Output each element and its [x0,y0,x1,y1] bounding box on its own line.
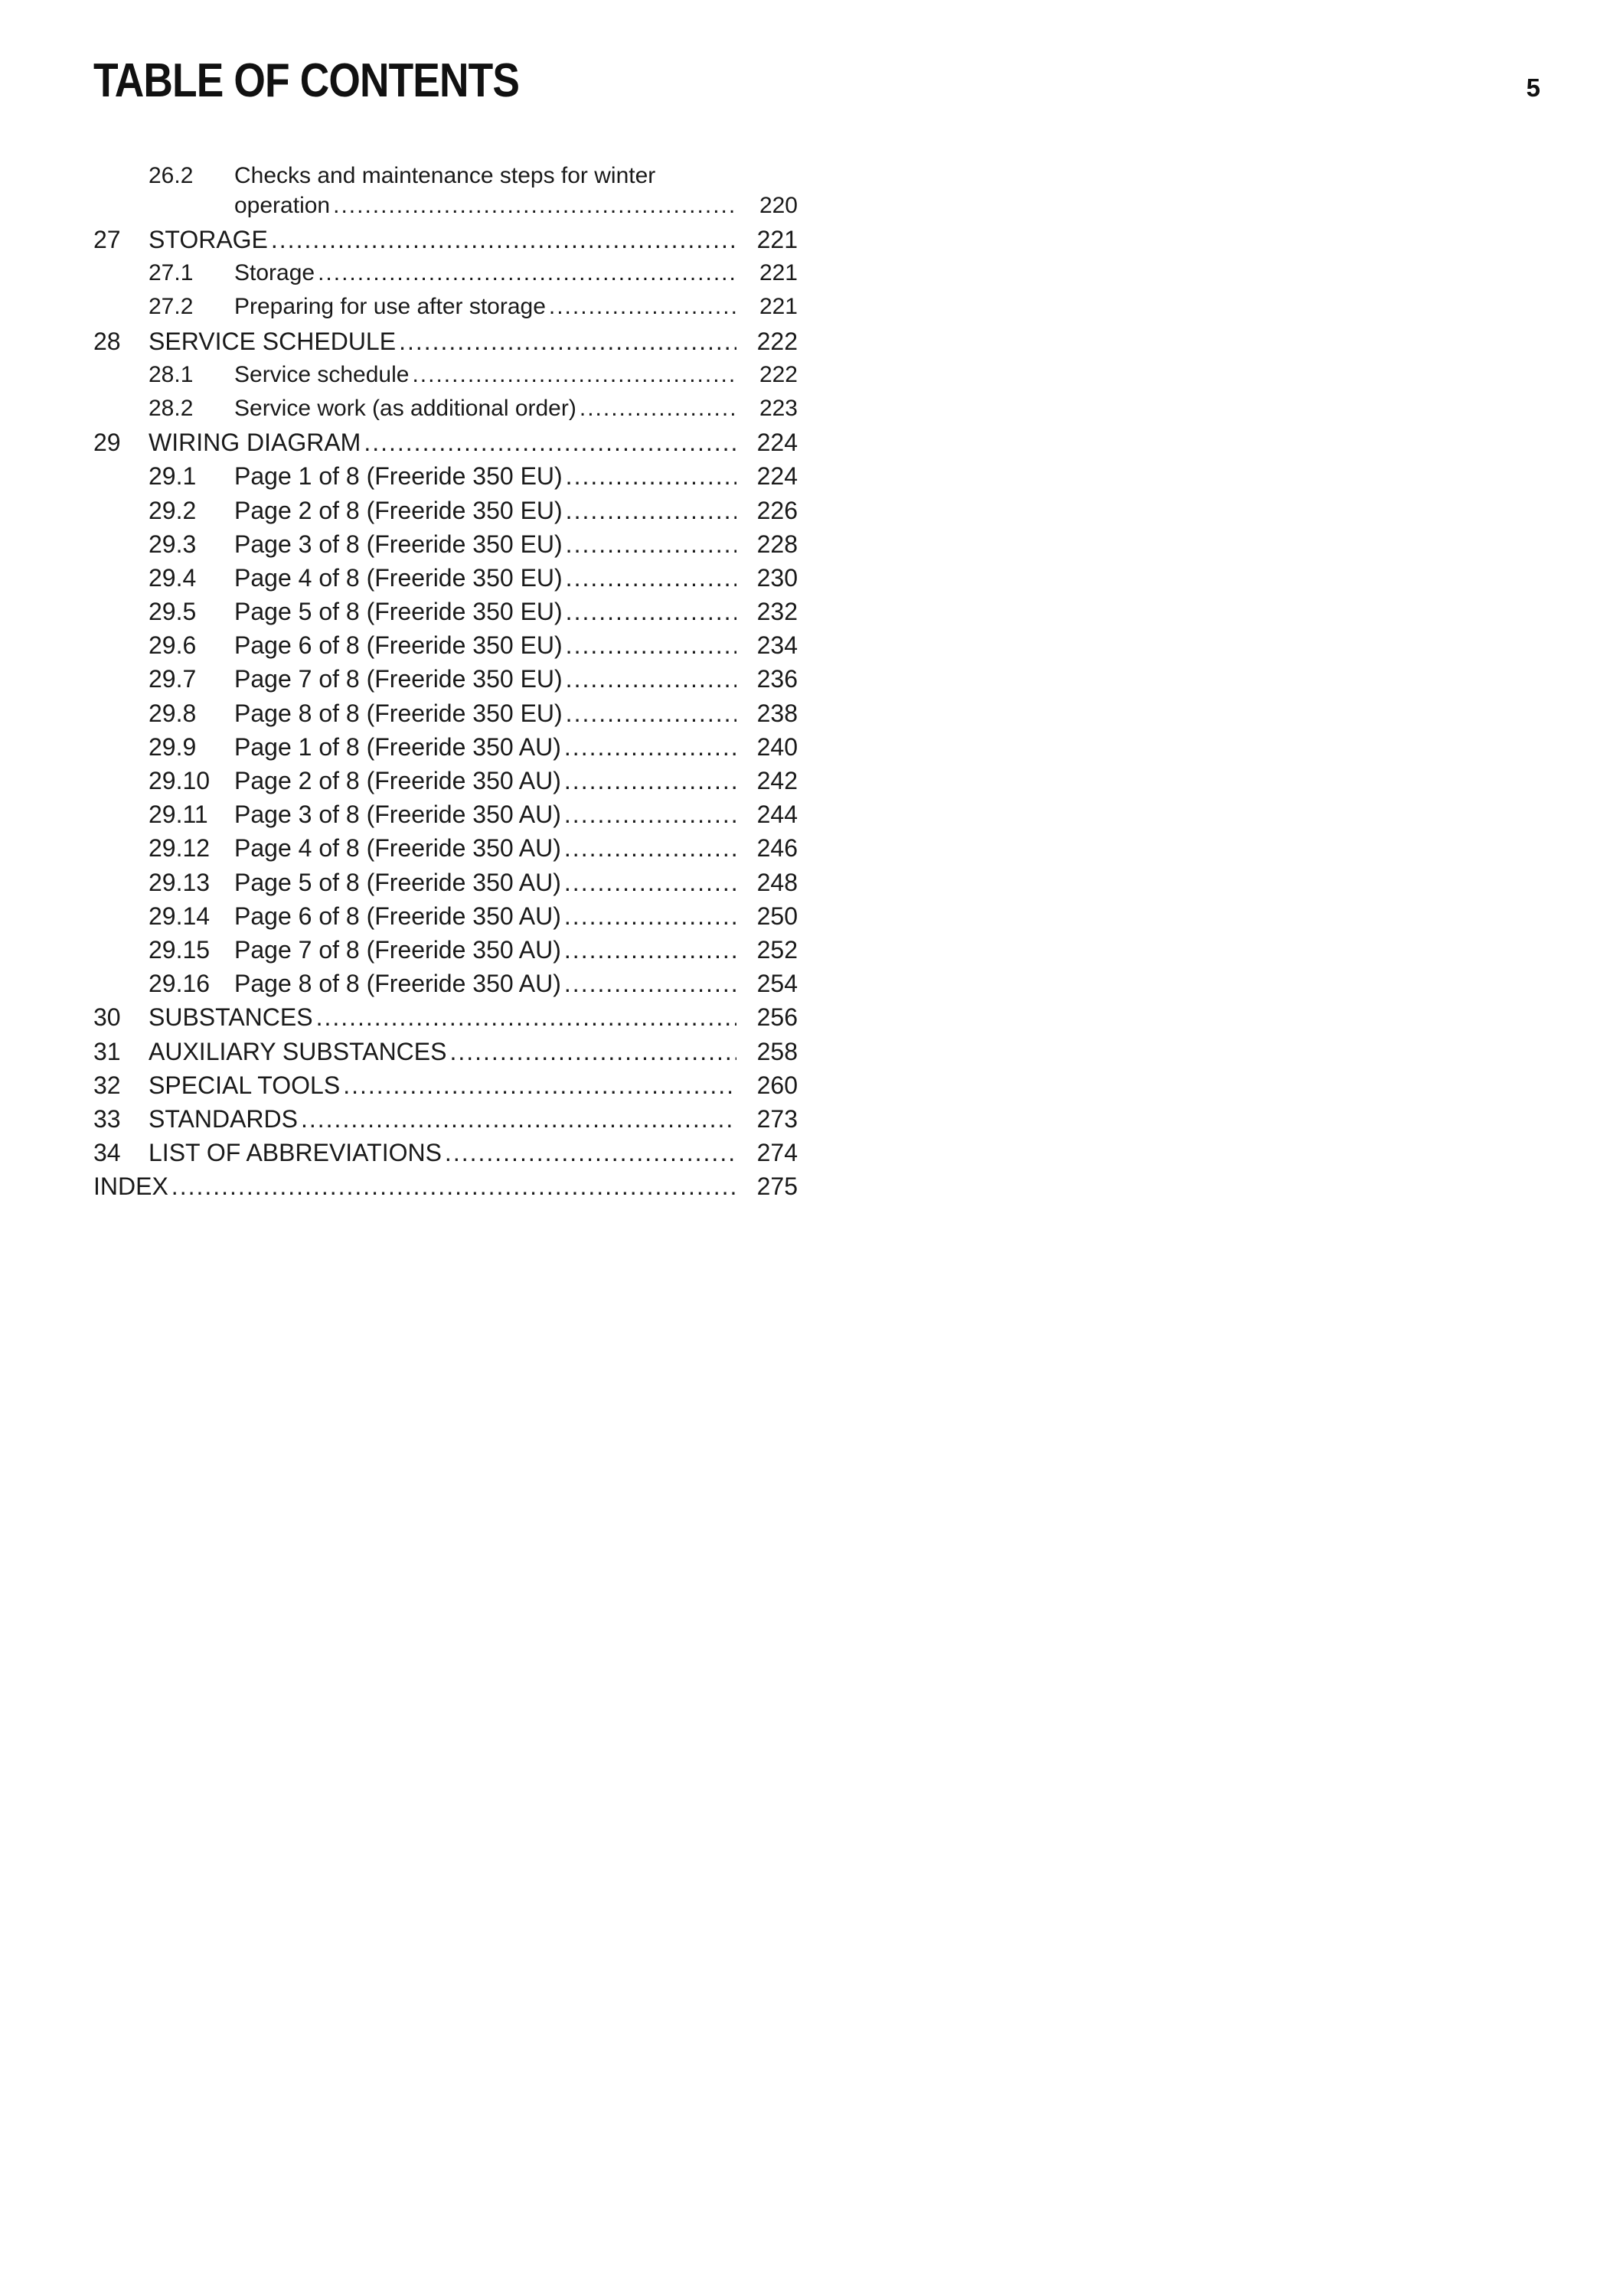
toc-entry-29-8[interactable] [93,696,798,730]
toc-entry-29-5[interactable] [93,595,798,628]
toc-entry-number: 29.16 [149,970,211,998]
toc-entry-page: 256 [756,1003,798,1032]
toc-entry-title-line1: Checks and maintenance steps for winter [234,163,656,188]
dot-leader [580,392,736,426]
toc-entry-title: Page 6 of 8 (Freeride 350 AU) [234,902,561,930]
toc-entry-34[interactable] [93,1136,798,1169]
toc-entry-31[interactable] [93,1035,798,1068]
toc-entry-title: Page 8 of 8 (Freeride 350 AU) [234,970,561,998]
toc-entry-title: LIST OF ABBREVIATIONS [149,1139,442,1167]
dot-leader [566,595,736,628]
toc-entry-title: Page 5 of 8 (Freeride 350 EU) [234,598,563,626]
toc-entry-page: 221 [759,260,798,286]
dot-leader [445,1136,736,1169]
dot-leader [564,764,736,797]
toc-entry-29-1[interactable] [93,459,798,493]
toc-entry-title: Page 2 of 8 (Freeride 350 AU) [234,767,561,794]
dot-leader [171,1169,736,1203]
toc-entry-29-7[interactable] [93,662,798,696]
toc-entry-page: 236 [756,665,798,693]
toc-entry-index[interactable] [93,1169,798,1203]
toc-entry-29-16[interactable] [93,967,798,1000]
toc-entry-number: 29 [93,429,121,457]
toc-entry-title: SUBSTANCES [149,1003,313,1032]
toc-entry-number: 29.10 [149,767,211,794]
toc-entry-29-2[interactable] [93,494,798,527]
toc-entry-number: 32 [93,1071,121,1099]
dot-leader [399,325,736,358]
toc-entry-27-2[interactable] [93,290,798,324]
toc-entry-page: 238 [756,699,798,727]
toc-entry-title: Page 1 of 8 (Freeride 350 AU) [234,732,561,761]
toc-entry-number: 29.14 [149,902,211,930]
toc-entry-title: Service schedule [234,361,410,387]
toc-entry-title: Storage [234,260,315,286]
toc-entry-title: Page 5 of 8 (Freeride 350 AU) [234,868,561,896]
dot-leader [564,831,736,865]
page-title: TABLE OF CONTENTS [93,54,520,107]
toc-entry-title: INDEX [93,1172,168,1201]
toc-entry-number: 30 [93,1003,121,1032]
page-header [93,54,1540,115]
toc-entry-29-14[interactable] [93,899,798,933]
toc-entry-29-6[interactable] [93,628,798,662]
toc-entry-page: 224 [756,429,798,457]
dot-leader [566,696,736,730]
dot-leader [564,730,736,764]
toc-entry-title: STANDARDS [149,1104,298,1133]
toc-entry-page: 232 [756,598,798,626]
toc-entry-number: 34 [93,1139,121,1167]
toc-entry-29-11[interactable] [93,797,798,831]
toc-entry-title: Page 4 of 8 (Freeride 350 AU) [234,834,561,863]
toc-entry-30[interactable] [93,1000,798,1034]
toc-entry-number: 29.15 [149,935,211,964]
toc-entry-page: 248 [756,868,798,896]
toc-entry-27[interactable] [93,223,798,256]
toc-entry-title: Page 3 of 8 (Freeride 350 EU) [234,530,563,558]
toc-entry-number: 29.12 [149,834,211,863]
toc-entry-number: 29.2 [149,496,197,524]
dot-leader [549,290,736,324]
dot-leader [564,967,736,1000]
toc-entry-number: 28.2 [149,395,194,421]
toc-entry-number: 29.7 [149,665,197,693]
toc-entry-page: 228 [756,530,798,558]
toc-entry-page: 273 [756,1104,798,1133]
dot-leader [412,358,736,392]
dot-leader [318,256,736,290]
toc-entry-29-3[interactable] [93,527,798,561]
toc-entry-page: 221 [759,294,798,320]
toc-entry-number: 29.3 [149,530,197,558]
toc-entry-number: 29.11 [149,801,208,829]
toc-entry-page: 254 [756,970,798,998]
toc-entry-page: 244 [756,801,798,829]
toc-entry-page: 242 [756,767,798,794]
toc-entry-28-1[interactable] [93,358,798,392]
dot-leader [566,561,736,595]
toc-entry-29-13[interactable] [93,866,798,899]
toc-entry-title: SPECIAL TOOLS [149,1071,341,1099]
toc-entry-number: 29.4 [149,563,197,592]
toc-entry-number: 26.2 [149,163,194,188]
dot-leader [333,189,736,223]
toc-entry-title: Page 3 of 8 (Freeride 350 AU) [234,801,561,829]
toc-entry-number: 28 [93,327,121,355]
dot-leader [271,223,736,256]
toc-entry-page: 220 [759,193,798,218]
toc-entry-page: 224 [756,462,798,491]
dot-leader [364,426,736,459]
dot-leader [566,527,736,561]
toc-entry-title: Page 2 of 8 (Freeride 350 EU) [234,496,563,524]
toc-entry-title: STORAGE [149,226,268,253]
toc-entry-page: 246 [756,834,798,863]
toc-entry-27-1[interactable] [93,256,798,290]
toc-entry-number: 29.8 [149,699,197,727]
toc-entry-title: Service work (as additional order) [234,395,576,421]
toc-entry-number: 29.1 [149,462,197,491]
toc-entry-title: Page 1 of 8 (Freeride 350 EU) [234,462,563,491]
toc-entry-29-10[interactable] [93,764,798,797]
dot-leader [566,459,736,493]
toc-entry-33[interactable] [93,1102,798,1136]
toc-entry-page: 274 [756,1139,798,1167]
toc-entry-page: 275 [756,1172,798,1201]
toc-entry-title: Page 8 of 8 (Freeride 350 EU) [234,699,563,727]
toc-entry-page: 230 [756,563,798,592]
toc-entry-29-4[interactable] [93,561,798,595]
toc-entry-number: 27.1 [149,260,194,286]
dot-leader [566,662,736,696]
toc-entry-page: 223 [759,395,798,421]
toc-entry-number: 29.9 [149,732,197,761]
toc-entry-title: Page 6 of 8 (Freeride 350 EU) [234,631,563,660]
toc-entry-number: 27 [93,226,121,253]
toc-entry-title: Page 7 of 8 (Freeride 350 EU) [234,665,563,693]
toc-entry-page: 226 [756,496,798,524]
toc-entry-number: 31 [93,1037,121,1065]
toc-entry-number: 33 [93,1104,121,1133]
toc-entry-page: 240 [756,732,798,761]
dot-leader [564,797,736,831]
toc-entry-29[interactable] [93,426,798,459]
dot-leader [449,1035,736,1068]
toc-entry-page: 260 [756,1071,798,1099]
dot-leader [564,899,736,933]
toc-entry-page: 222 [759,361,798,387]
toc-entry-number: 27.2 [149,294,194,320]
toc-entry-32[interactable] [93,1068,798,1102]
dot-leader [566,494,736,527]
toc-entry-page: 252 [756,935,798,964]
toc-entry-page: 234 [756,631,798,660]
toc-entry-page: 250 [756,902,798,930]
toc-entry-number: 29.13 [149,868,211,896]
toc-entry-title: AUXILIARY SUBSTANCES [149,1037,447,1065]
page-number: 5 [1526,73,1540,102]
toc-entry-page: 221 [756,226,798,253]
dot-leader [316,1000,736,1034]
toc-entry-title: Page 4 of 8 (Freeride 350 EU) [234,563,563,592]
toc-entry-title: WIRING DIAGRAM [149,429,361,457]
toc-entry-number: 28.1 [149,361,194,387]
toc-entry-title: operation [234,193,331,218]
toc-entry-title: Page 7 of 8 (Freeride 350 AU) [234,935,561,964]
dot-leader [564,933,736,967]
table-of-contents [93,159,798,1203]
toc-entry-28-2[interactable] [93,392,798,426]
toc-entry-28[interactable] [93,325,798,358]
toc-entry-title: Preparing for use after storage [234,294,546,320]
toc-entry-29-9[interactable] [93,730,798,764]
dot-leader [301,1102,736,1136]
dot-leader [343,1068,736,1102]
toc-entry-number: 29.6 [149,631,197,660]
toc-entry-29-15[interactable] [93,933,798,967]
toc-entry-29-12[interactable] [93,831,798,865]
toc-entry-26-2[interactable] [93,159,798,223]
toc-entry-title: SERVICE SCHEDULE [149,327,397,355]
toc-entry-page: 222 [756,327,798,355]
dot-leader [564,866,736,899]
toc-entry-page: 258 [756,1037,798,1065]
toc-entry-number: 29.5 [149,598,197,626]
dot-leader [566,628,736,662]
